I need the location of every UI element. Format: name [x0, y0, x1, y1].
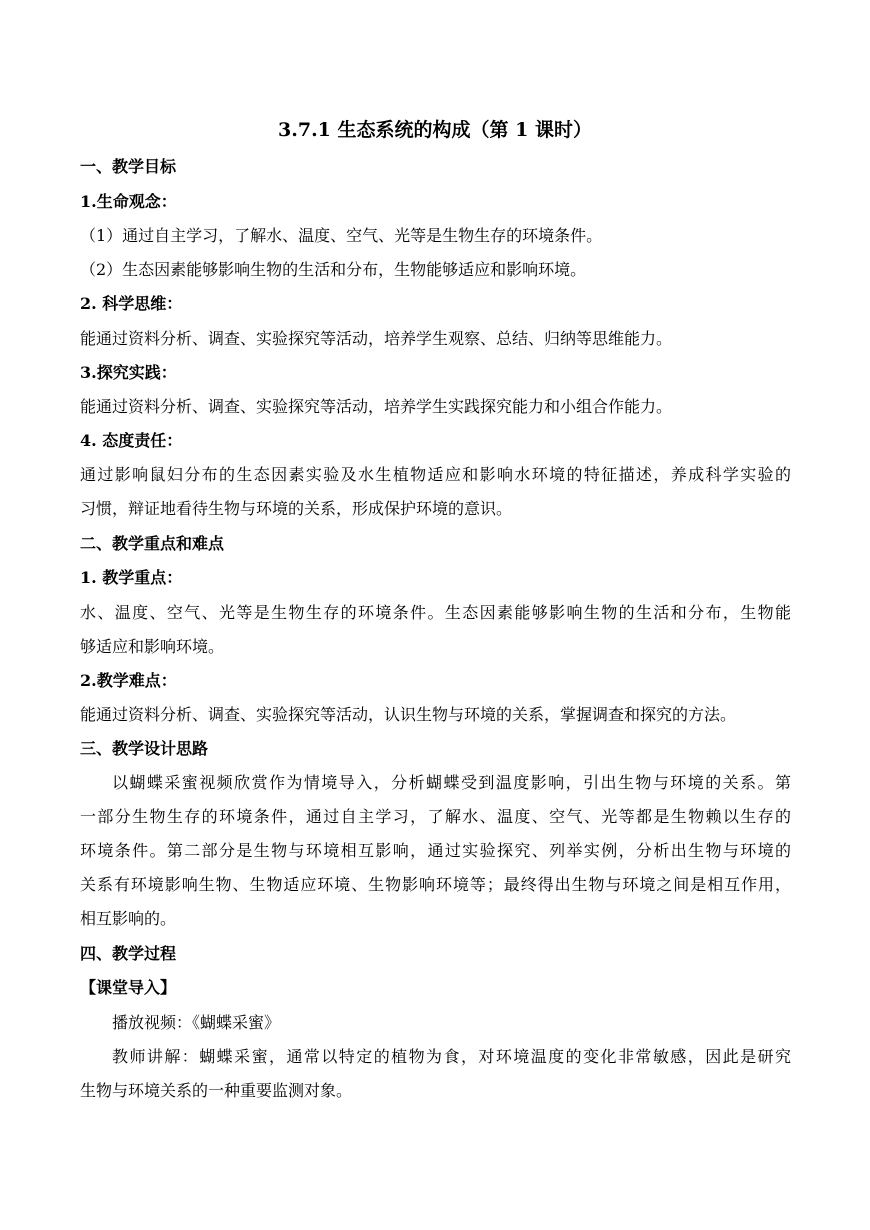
- subheading-scientific-thinking: 2. 科学思维：: [80, 294, 183, 313]
- subheading-class-intro: 【课堂导入】: [80, 978, 177, 997]
- section-heading-process: 四、教学过程: [80, 944, 177, 963]
- section-heading-design: 三、教学设计思路: [80, 739, 209, 758]
- document-title: 3.7.1 生态系统的构成（第 1 课时）: [278, 119, 592, 141]
- paragraph-line: 水、温度、空气、光等是生物生存的环境条件。生态因素能够影响生物的生活和分布，生物能: [80, 603, 791, 622]
- subheading-attitude-responsibility: 4. 态度责任：: [80, 431, 183, 450]
- section-heading-key-points: 二、教学重点和难点: [80, 534, 225, 553]
- paragraph: （1）通过自主学习，了解水、温度、空气、光等是生物生存的环境条件。: [80, 226, 603, 245]
- subheading-inquiry-practice: 3.探究实践：: [80, 363, 177, 382]
- paragraph-line: 够适应和影响环境。: [80, 637, 225, 656]
- paragraph-line: 关系有环境影响生物、生物适应环境、生物影响环境等；最终得出生物与环境之间是相互作用，: [80, 875, 791, 894]
- paragraph-line: 习惯，辩证地看待生物与环境的关系，形成保护环境的意识。: [80, 499, 513, 518]
- subheading-difficulties: 2.教学难点：: [80, 671, 177, 690]
- paragraph: （2）生态因素能够影响生物的生活和分布，生物能够适应和影响环境。: [80, 260, 587, 279]
- paragraph: 能通过资料分析、调查、实验探究等活动，培养学生实践探究能力和小组合作能力。: [80, 397, 673, 416]
- paragraph-line: 通过影响鼠妇分布的生态因素实验及水生植物适应和影响水环境的特征描述，养成科学实验的: [80, 465, 791, 484]
- paragraph-line: 教师讲解：蝴蝶采蜜，通常以特定的植物为食，对环境温度的变化非常敏感，因此是研究: [112, 1047, 791, 1066]
- paragraph: 能通过资料分析、调查、实验探究等活动，认识生物与环境的关系，掌握调查和探究的方法。: [80, 705, 737, 724]
- paragraph-line: 环境条件。第二部分是生物与环境相互影响，通过实验探究、列举实例，分析出生物与环境的: [80, 841, 791, 860]
- section-heading-objectives: 一、教学目标: [80, 157, 177, 176]
- subheading-life-concept: 1.生命观念：: [80, 192, 177, 211]
- subheading-key-points: 1. 教学重点：: [80, 568, 183, 587]
- paragraph-line: 生物与环境关系的一种重要监测对象。: [80, 1081, 353, 1100]
- paragraph-line: 相互影响的。: [80, 909, 177, 928]
- paragraph-line: 一部分生物生存的环境条件，通过自主学习，了解水、温度、空气、光等都是生物赖以生存的: [80, 807, 791, 826]
- paragraph: 能通过资料分析、调查、实验探究等活动，培养学生观察、总结、归纳等思维能力。: [80, 329, 673, 348]
- paragraph-line: 以蝴蝶采蜜视频欣赏作为情境导入，分析蝴蝶受到温度影响，引出生物与环境的关系。第: [112, 773, 791, 792]
- paragraph: 播放视频：《蝴蝶采蜜》: [112, 1013, 281, 1032]
